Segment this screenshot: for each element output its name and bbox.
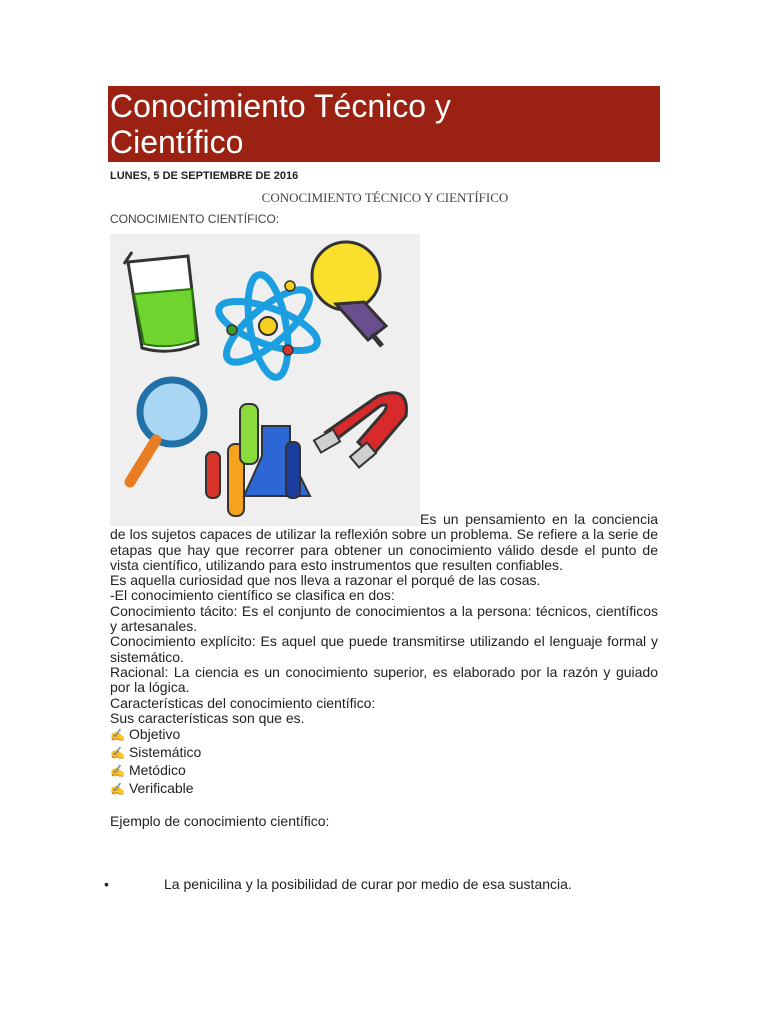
page-title-line2: Científico bbox=[110, 124, 244, 160]
list-item-label: Objetivo bbox=[128, 726, 181, 743]
page-title bbox=[110, 88, 658, 160]
section-label: CONOCIMIENTO CIENTÍFICO: bbox=[110, 212, 280, 226]
example-bullet-text: La penicilina y la posibilidad de curar por medio de esa sustancia. bbox=[164, 876, 572, 892]
list-item-label: Metódico bbox=[128, 762, 186, 779]
bullet-icon: • bbox=[104, 876, 109, 892]
list-item-label: Sistemático bbox=[128, 744, 202, 761]
paragraph-definition: Es un pensamiento en la conciencia de los sujetos capaces de utilizar la reflexión sobre un problema. Se refiere a la serie de etapas que hay que recorrer para obtener un conocimiento válido desde el punto de vista científico, utilizando para esto instrumentos que resulten confiables. bbox=[110, 511, 658, 573]
paragraph-characteristics-intro: Sus características son que es. bbox=[110, 709, 305, 726]
science-illustration-svg bbox=[110, 234, 420, 526]
page-title-line1: Conocimiento Técnico y bbox=[110, 88, 451, 124]
science-illustration bbox=[110, 234, 420, 526]
list-item bbox=[110, 726, 658, 744]
post-title: CONOCIMIENTO TÉCNICO Y CIENTÍFICO bbox=[261, 190, 509, 205]
list-item bbox=[110, 744, 658, 762]
header-banner bbox=[108, 86, 660, 162]
list-item-label: Verificable bbox=[128, 780, 194, 797]
paragraph-characteristics-title: Características del conocimiento científico: bbox=[110, 694, 376, 711]
writing-hand-icon: ✍ bbox=[110, 746, 125, 761]
example-label: Ejemplo de conocimiento científico: bbox=[110, 813, 330, 829]
paragraph-classification: -El conocimiento científico se clasifica en dos: bbox=[110, 587, 395, 604]
writing-hand-icon: ✍ bbox=[110, 764, 125, 779]
paragraph-explicit: Conocimiento explícito: Es aquel que puede transmitirse utilizando el lenguaje formal y sistemático. bbox=[110, 633, 658, 665]
writing-hand-icon: ✍ bbox=[110, 728, 125, 743]
paragraph-tacit: Conocimiento tácito: Es el conjunto de conocimientos a la persona: técnicos, científicos y artesanales. bbox=[110, 602, 658, 635]
list-item bbox=[110, 780, 658, 798]
post-date: LUNES, 5 DE SEPTIEMBRE DE 2016 bbox=[110, 170, 299, 182]
paragraph-rational: Racional: La ciencia es un conocimiento superior, es elaborado por la razón y guiado por la lógica. bbox=[110, 663, 658, 696]
writing-hand-icon: ✍ bbox=[110, 782, 125, 797]
article-body bbox=[110, 512, 658, 798]
paragraph-curiosity: Es aquella curiosidad que nos lleva a razonar el porqué de las cosas. bbox=[110, 572, 541, 589]
example-bullet bbox=[104, 876, 572, 892]
characteristics-list bbox=[110, 726, 658, 798]
list-item bbox=[110, 762, 658, 780]
